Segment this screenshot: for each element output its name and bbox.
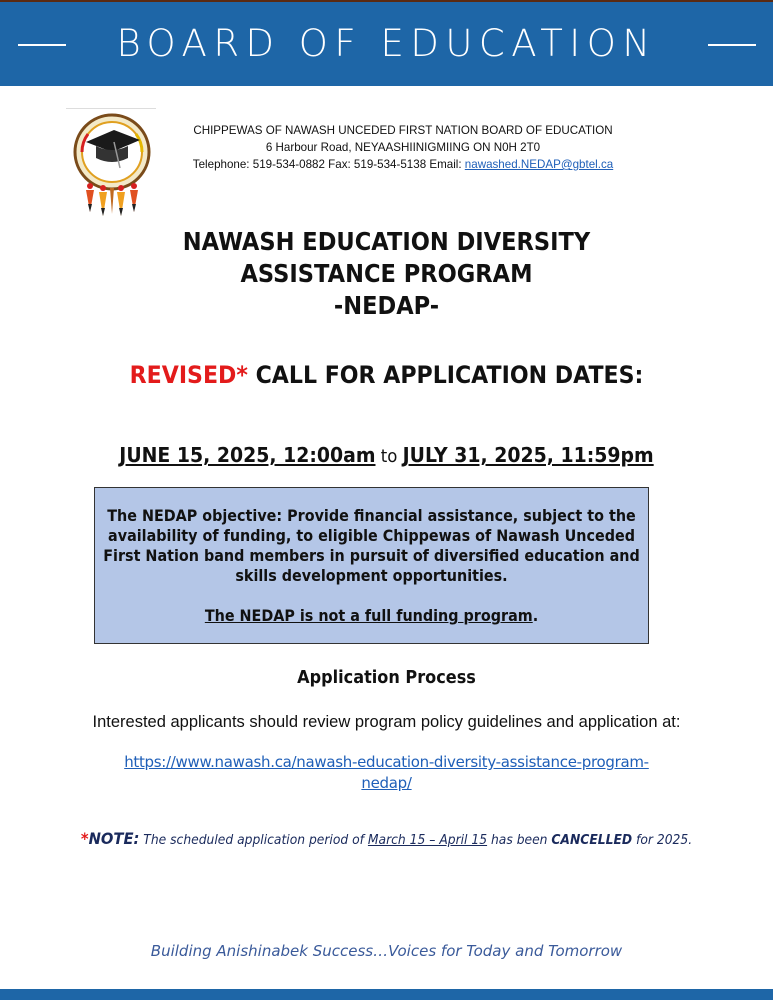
application-process-heading: Application Process bbox=[297, 668, 476, 688]
disclaimer-period: . bbox=[532, 607, 539, 625]
footer-tagline: Building Anishinabek Success…Voices for Today and Tomorrow bbox=[150, 942, 623, 960]
cancelled-period: March 15 – April 15 bbox=[367, 833, 488, 848]
note-asterisk: * bbox=[80, 829, 89, 848]
date-connector: to bbox=[375, 446, 403, 467]
program-title-line1: NAWASH EDUCATION DIVERSITY bbox=[182, 227, 591, 256]
program-url-link[interactable] bbox=[80, 752, 693, 794]
program-title bbox=[31, 226, 742, 322]
header-title: BOARD OF EDUCATION bbox=[116, 22, 657, 65]
email-link[interactable]: nawashed.NEDAP@gbtel.ca bbox=[464, 158, 614, 171]
logo-divider bbox=[66, 108, 156, 109]
note-text-part2: has been bbox=[487, 833, 552, 848]
footer-bar bbox=[0, 989, 773, 1000]
program-url-line1[interactable]: https://www.nawash.ca/nawash-education-diversity-assistance-program- bbox=[124, 753, 649, 771]
header-banner bbox=[0, 2, 773, 86]
revised-label: REVISED* bbox=[129, 361, 248, 389]
org-contact-line bbox=[160, 156, 646, 173]
application-dates bbox=[31, 440, 742, 472]
org-name: CHIPPEWAS OF NAWASH UNCEDED FIRST NATION BOARD OF EDUCATION bbox=[193, 124, 613, 137]
application-instructions: Interested applicants should review program policy guidelines and application at: bbox=[92, 713, 681, 731]
cancelled-status: CANCELLED bbox=[551, 833, 633, 848]
program-url-line2[interactable]: nedap/ bbox=[361, 774, 412, 792]
funding-disclaimer bbox=[99, 606, 645, 626]
program-title-line2: ASSISTANCE PROGRAM bbox=[240, 259, 533, 288]
objective-box bbox=[94, 487, 649, 644]
call-heading-text: CALL FOR APPLICATION DATES: bbox=[247, 361, 644, 389]
disclaimer-text: The NEDAP is not a full funding program bbox=[204, 607, 533, 625]
header-dash-right bbox=[708, 44, 756, 46]
start-date: JUNE 15, 2025, 12:00am bbox=[119, 443, 376, 467]
note-label: NOTE: bbox=[88, 829, 140, 848]
phone-fax-text: Telephone: 519-534-0882 Fax: 519-534-5138 Email: bbox=[192, 158, 465, 171]
cancellation-note bbox=[31, 828, 742, 852]
dreamcatcher-logo-icon bbox=[68, 112, 156, 220]
letterhead-contact bbox=[160, 122, 646, 173]
note-text-part1: The scheduled application period of bbox=[139, 833, 368, 848]
objective-text: The NEDAP objective: Provide financial assistance, subject to the availability of funding, to eligible Chippewas of Nawash Unceded First Nation band members in pursuit of diversified education and skills development opportunities. bbox=[103, 507, 640, 585]
org-address: 6 Harbour Road, NEYAASHIINIGMIING ON N0H 2T0 bbox=[265, 141, 541, 154]
end-date: JULY 31, 2025, 11:59pm bbox=[402, 443, 654, 467]
call-for-applications-heading bbox=[31, 358, 742, 392]
note-text-part3: for 2025. bbox=[632, 833, 693, 848]
program-title-line3: -NEDAP- bbox=[333, 291, 440, 320]
